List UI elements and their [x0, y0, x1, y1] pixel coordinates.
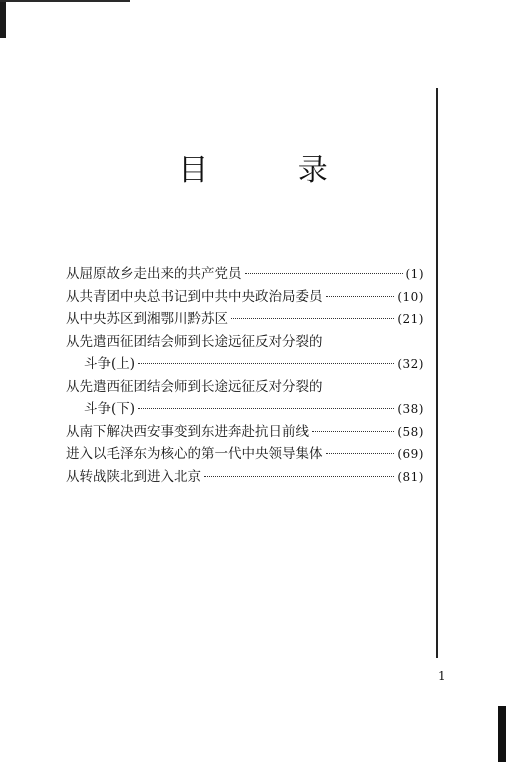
toc-page-number: (69): [397, 447, 424, 461]
scan-top-stroke: [0, 0, 130, 2]
toc-entry-title-continued: 斗争(上): [84, 356, 136, 372]
toc-entry[interactable]: [66, 285, 424, 308]
toc-entry-title: 从中央苏区到湘鄂川黔苏区: [66, 311, 228, 327]
toc-page-number: (38): [397, 402, 424, 416]
toc-page-number: (10): [397, 289, 424, 304]
toc-entry[interactable]: [66, 442, 424, 465]
toc-entry-title-continued: 斗争(下): [84, 401, 136, 417]
toc-entry-title: 从屈原故乡走出来的共产党员: [66, 266, 242, 282]
page-title: 目 录: [178, 153, 368, 188]
toc-leader-dots: [204, 476, 394, 477]
toc-leader-dots: [312, 431, 394, 432]
toc-page-number: (32): [397, 357, 424, 371]
toc-entry-first-line[interactable]: [66, 375, 424, 398]
toc-entry-title: 从共青团中央总书记到中共中央政治局委员: [66, 288, 323, 305]
table-of-contents: [66, 262, 424, 487]
toc-entry-first-line[interactable]: [66, 330, 424, 353]
toc-page-number: (1): [405, 267, 424, 281]
toc-entry-title: 从转战陕北到进入北京: [66, 468, 201, 485]
toc-entry-continuation[interactable]: [66, 352, 424, 375]
toc-entry-title: 进入以毛泽东为核心的第一代中央领导集体: [66, 446, 323, 462]
toc-leader-dots: [326, 453, 395, 454]
toc-entry[interactable]: [66, 262, 424, 285]
scan-edge-shadow: [498, 706, 506, 762]
toc-entry-title: 从先遣西征团结会师到长途远征反对分裂的: [66, 378, 323, 395]
scan-corner-mark: [0, 0, 6, 38]
toc-entry-title: 从先遣西征团结会师到长途远征反对分裂的: [66, 333, 323, 350]
toc-page-number: (58): [397, 424, 424, 439]
toc-page-number: (21): [397, 312, 424, 326]
toc-leader-dots: [245, 273, 403, 274]
toc-entry[interactable]: [66, 465, 424, 488]
toc-entry[interactable]: [66, 420, 424, 443]
page-number: 1: [438, 669, 446, 683]
toc-leader-dots: [138, 363, 394, 364]
toc-entry-continuation[interactable]: [66, 397, 424, 420]
toc-leader-dots: [138, 408, 394, 409]
toc-page-number: (81): [397, 469, 424, 484]
toc-entry[interactable]: [66, 307, 424, 330]
toc-leader-dots: [231, 318, 394, 319]
toc-entry-title: 从南下解决西安事变到东进奔赴抗日前线: [66, 423, 309, 440]
toc-leader-dots: [326, 296, 395, 297]
